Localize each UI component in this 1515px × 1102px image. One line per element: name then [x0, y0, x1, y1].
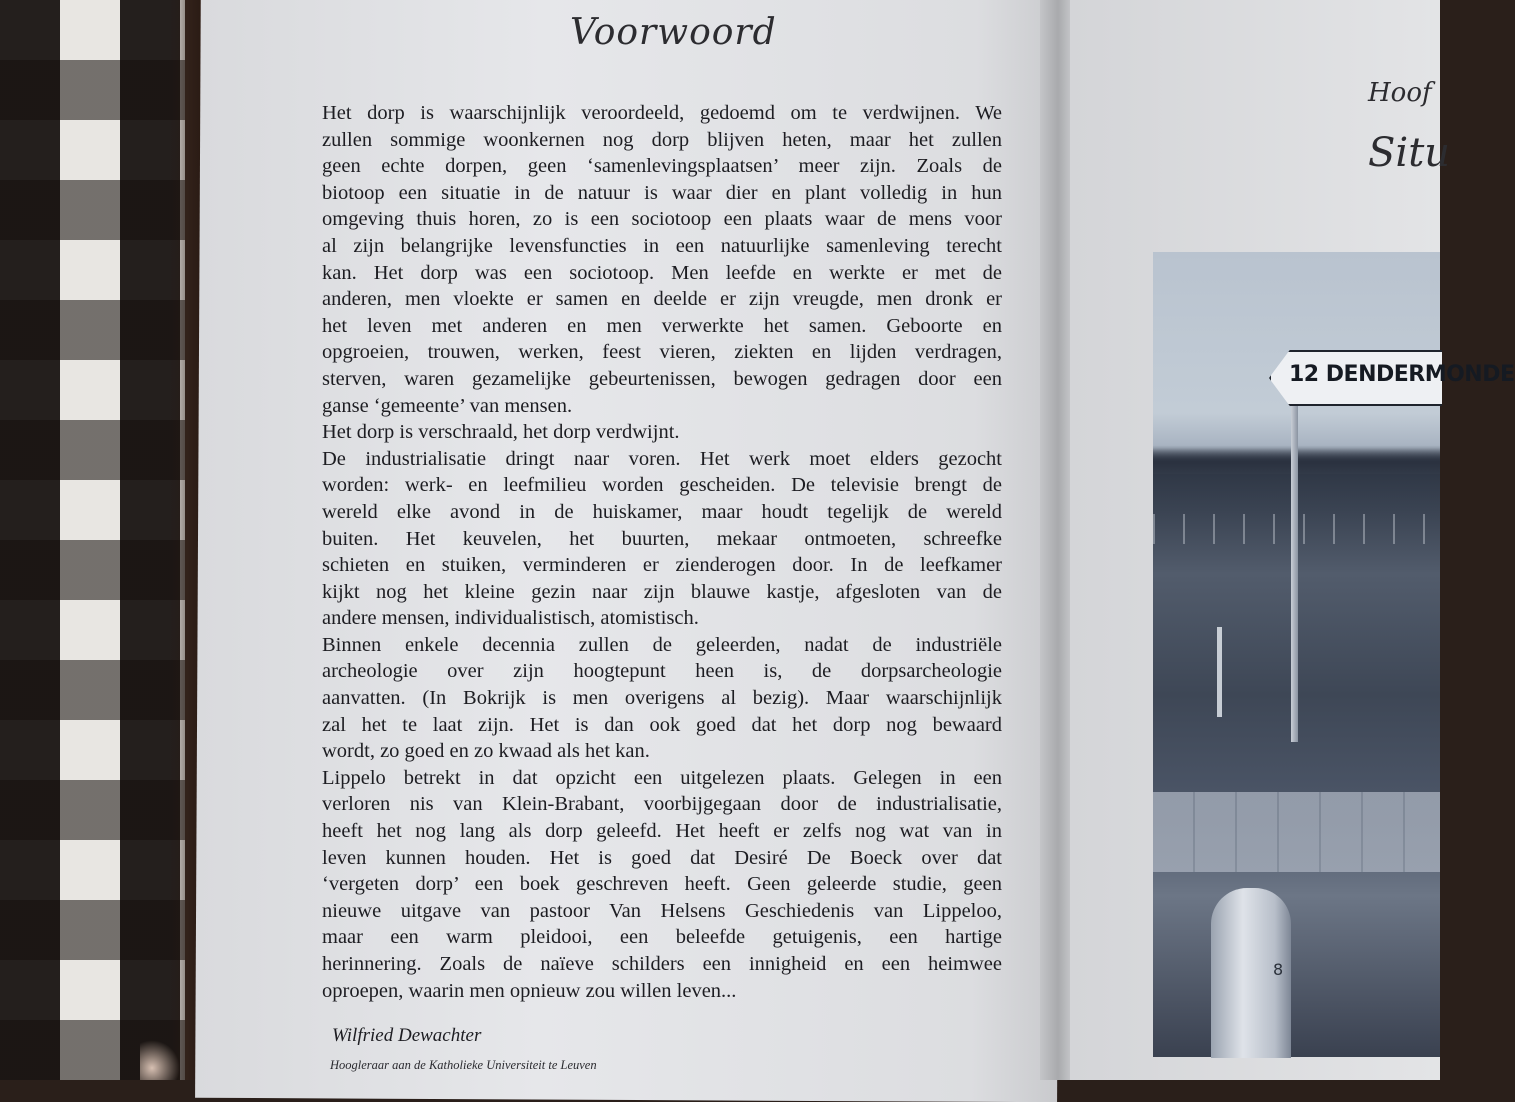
author-affiliation: Hoogleraar aan de Katholieke Universiteit te Leuven — [330, 1058, 597, 1072]
text-line: wordt, zo goed en zo kwaad als het kan. — [322, 740, 650, 763]
text-line: nieuwe uitgave van pastoor Van Helsens Geschiedenis van Lippeloo, — [322, 899, 1002, 922]
right-page-heading-top: Hoof — [1368, 78, 1432, 108]
text-line: omgeving thuis horen, zo is een sociotoop een plaats waar de mens voor — [322, 208, 1002, 231]
text-line: kijkt nog het kleine gezin naar zijn blauwe kastje, afgesloten van de — [322, 580, 1002, 603]
right-page-heading-main: Situ — [1368, 130, 1451, 176]
direction-sign-text: 12 DENDERMONDE — [1289, 362, 1515, 387]
text-line: aanvatten. (In Bokrijk is men overigens al bezig). Maar waarschijnlijk — [322, 687, 1002, 710]
foreword-body — [322, 100, 1002, 1004]
text-line: biotoop een situatie in de natuur is waar dier en plant volledig in hun — [322, 181, 1002, 204]
author-signature: Wilfried Dewachter — [332, 1025, 482, 1046]
fence-post — [1217, 627, 1222, 717]
text-line: heeft het nog lang als dorp geleefd. Het heeft er zelfs nog wat van in — [322, 820, 1002, 843]
text-line: De industrialisatie dringt naar voren. Het werk moet elders gezocht — [322, 447, 1002, 470]
text-line: opgroeien, trouwen, werken, feest vieren, ziekten en lijden verdragen, — [322, 341, 1002, 364]
text-line: archeologie over zijn hoogtepunt heen is, de dorpsarcheologie — [322, 660, 1002, 683]
sign-pole — [1291, 402, 1298, 742]
text-line: maar een warm pleidooi, een beleefde getuigenis, een hartige — [322, 926, 1002, 949]
text-line: ganse ‘gemeente’ van mensen. — [322, 394, 573, 417]
text-line: wereld elke avond in de huiskamer, maar houdt tegelijk de wereld — [322, 500, 1002, 523]
text-line: zullen sommige woonkernen nog dorp blijven heten, maar het zullen — [322, 128, 1002, 151]
text-line: zal het te laat zijn. Het is dan ook goed dat het dorp nog bewaard — [322, 713, 1002, 736]
text-line: sterven, waren gezamelijke gebeurtenissen, bewogen gedragen door een — [322, 367, 1002, 390]
text-line: Lippelo betrekt in dat opzicht een uitgelezen plaats. Gelegen in een — [322, 766, 1002, 789]
text-line: andere mensen, individualistisch, atomistisch. — [322, 607, 699, 630]
fingertip — [140, 1040, 180, 1080]
milestone-number: 8 — [1273, 960, 1284, 979]
text-line: oproepen, waarin men opnieuw zou willen leven... — [322, 979, 737, 1002]
text-line: schieten en stuiken, verminderen er zienderogen door. In de leefkamer — [322, 554, 1002, 577]
text-line: anderen, men vloekte er samen en deelde er zijn vreugde, men dronk er — [322, 288, 1002, 311]
text-line: al zijn belangrijke levensfuncties in een natuurlijke samenleving terecht — [322, 234, 1002, 257]
text-line: Binnen enkele decennia zullen de geleerden, nadat de industriële — [322, 633, 1002, 656]
text-line: leven kunnen houden. Het is goed dat Desiré De Boeck over dat — [322, 846, 1002, 869]
text-line: ‘vergeten dorp’ een boek geschreven heeft. Geen geleerde studie, geen — [322, 873, 1002, 896]
text-line: Het dorp is waarschijnlijk veroordeeld, gedoemd om te verdwijnen. We — [322, 102, 1002, 124]
text-line: het leven met anderen en men verwerkte het samen. Geboorte en — [322, 314, 1002, 337]
road-sign-photo — [1153, 252, 1515, 1057]
text-line: verloren nis van Klein-Brabant, voorbijgegaan door de industrialisatie, — [322, 793, 1002, 816]
page-title: Voorwoord — [570, 12, 777, 53]
text-line: kan. Het dorp was een sociotoop. Men leefde en werkte er met de — [322, 261, 1002, 284]
text-line: buiten. Het keuvelen, het buurten, mekaar ontmoeten, schreefke — [322, 527, 1002, 550]
text-line: geen echte dorpen, geen ‘samenlevingsplaatsen’ meer zijn. Zoals de — [322, 155, 1002, 178]
text-line: worden: werk- en leefmilieu worden gescheiden. De televisie brengt de — [322, 474, 1002, 497]
text-line: Het dorp is verschraald, het dorp verdwijnt. — [322, 421, 680, 444]
road-kerb — [1153, 792, 1440, 872]
text-line: herinnering. Zoals de naïeve schilders een innigheid en een heimwee — [322, 953, 1002, 975]
